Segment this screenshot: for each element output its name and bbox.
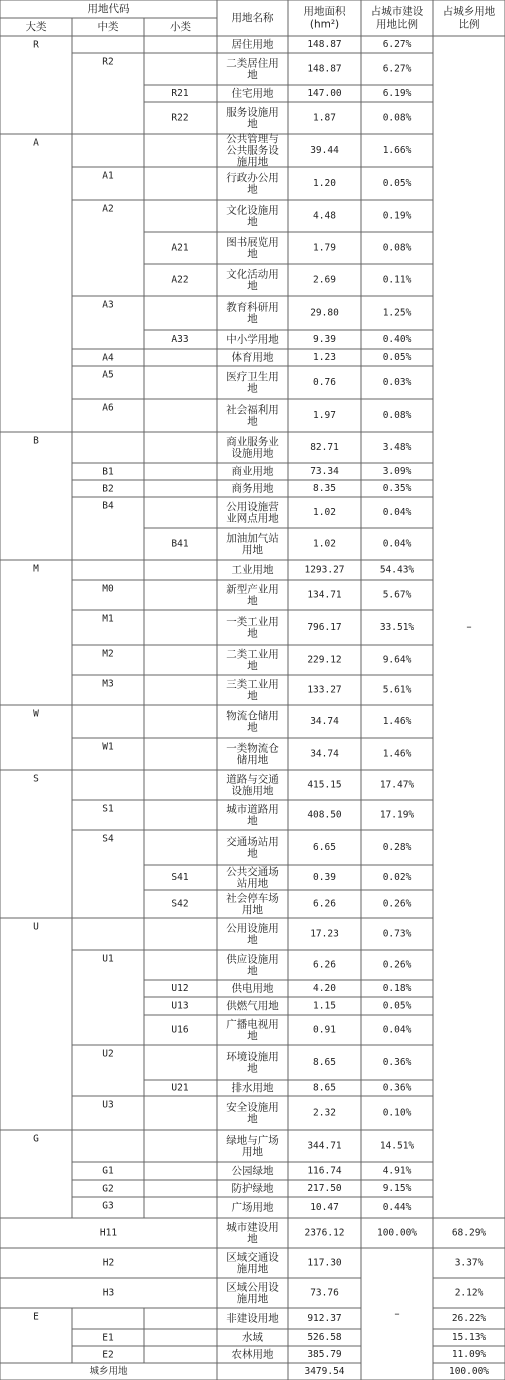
medium-code-cell: M0 xyxy=(102,583,114,595)
area-cell: 6.65 xyxy=(313,842,336,853)
land-name-cell: 地 xyxy=(247,659,258,672)
land-name-cell: 地 xyxy=(247,1029,258,1042)
urban-rural-ratio-cell: 26.22% xyxy=(451,1313,487,1324)
header-area: (hm²) xyxy=(309,18,340,31)
land-name-cell: 地 xyxy=(247,594,258,607)
area-cell: 73.76 xyxy=(310,1287,339,1299)
city-ratio-cell: 0.18% xyxy=(382,983,412,994)
city-ratio-cell: 14.51% xyxy=(379,1140,415,1152)
land-name-cell: 公园绿地 xyxy=(231,1165,274,1177)
area-cell: 8.65 xyxy=(313,1082,336,1094)
major-code-cell: R xyxy=(33,39,39,51)
city-ratio-cell: 3.48% xyxy=(382,442,412,453)
land-name-cell: 三类工业用 xyxy=(226,678,279,691)
medium-code-cell: M3 xyxy=(102,678,114,690)
land-name-cell: 新型产业用 xyxy=(226,583,279,596)
land-name-cell: 广场用地 xyxy=(231,1201,274,1214)
land-name-cell: 绿地与广场 xyxy=(226,1134,279,1147)
area-cell: 0.39 xyxy=(313,872,336,883)
land-name-cell: 地 xyxy=(247,183,258,196)
city-ratio-cell: 0.04% xyxy=(382,1024,412,1036)
area-cell: 4.20 xyxy=(313,983,336,994)
land-name-cell: 施用地 xyxy=(236,1292,269,1305)
major-code-cell: A xyxy=(33,137,39,149)
land-name-cell: 站用地 xyxy=(236,877,269,890)
land-name-cell: 地 xyxy=(247,312,258,325)
merged-code-cell: H11 xyxy=(99,1227,118,1239)
minor-code-cell: A33 xyxy=(171,334,189,345)
land-name-cell: 供燃气用地 xyxy=(226,1000,279,1012)
city-ratio-cell: 5.67% xyxy=(382,589,412,601)
city-ratio-cell: 0.26% xyxy=(382,959,412,971)
medium-code-cell: B2 xyxy=(102,483,114,495)
medium-code-cell: A3 xyxy=(102,299,114,311)
major-code-cell: M xyxy=(33,563,39,575)
land-name-cell: 住宅用地 xyxy=(231,87,274,100)
major-code-cell: U xyxy=(33,921,39,933)
area-cell: 526.58 xyxy=(307,1332,342,1343)
medium-code-cell: U1 xyxy=(102,953,114,965)
land-name-cell: 加油加气站 xyxy=(226,532,279,545)
land-name-cell: 教育科研用 xyxy=(226,301,279,314)
land-name-cell: 地 xyxy=(247,279,258,292)
city-ratio-cell: 0.08% xyxy=(382,242,412,254)
city-ratio-cell: 0.05% xyxy=(382,352,412,363)
city-ratio-cell: 9.15% xyxy=(382,1183,412,1194)
header-urban-rural-ratio: 占城乡用地 xyxy=(442,5,496,18)
major-code-cell: B xyxy=(33,435,39,447)
urban-rural-ratio-cell: 2.12% xyxy=(454,1287,484,1299)
area-cell: 39.44 xyxy=(310,145,339,156)
minor-code-cell: S42 xyxy=(171,898,189,910)
minor-code-cell: R22 xyxy=(171,112,189,124)
city-ratio-cell: 0.28% xyxy=(382,842,412,853)
area-cell: 415.15 xyxy=(307,779,342,791)
area-cell: 0.91 xyxy=(313,1024,336,1036)
minor-code-cell: U16 xyxy=(171,1024,189,1036)
city-ratio-dash-cell: – xyxy=(394,1308,400,1320)
land-name-cell: 地 xyxy=(247,847,258,860)
city-ratio-cell: 17.19% xyxy=(379,809,415,821)
area-cell: 116.74 xyxy=(307,1165,342,1177)
table-body xyxy=(33,38,489,1378)
land-name-cell: 地 xyxy=(247,721,258,734)
area-cell: 148.87 xyxy=(307,63,342,75)
land-name-cell: 地 xyxy=(247,933,258,946)
area-cell: 34.74 xyxy=(310,716,339,727)
header-city-ratio: 用地比例 xyxy=(376,18,418,31)
area-cell: 1.02 xyxy=(313,507,336,518)
city-ratio-cell: 3.09% xyxy=(382,466,412,477)
land-name-cell: 城市建设用 xyxy=(226,1221,279,1234)
area-cell: 9.39 xyxy=(313,334,336,345)
urban-rural-ratio-cell: 11.09% xyxy=(451,1349,487,1360)
area-cell: 1.87 xyxy=(313,112,336,124)
area-cell: 1293.27 xyxy=(304,564,345,576)
land-name-cell: 地 xyxy=(247,1062,258,1075)
land-name-cell: 广播电视用 xyxy=(226,1018,279,1031)
land-name-cell: 道路与交通 xyxy=(226,773,279,786)
land-name-cell: 公共服务设 xyxy=(226,144,279,157)
medium-code-cell: A1 xyxy=(102,170,114,182)
area-cell: 1.15 xyxy=(313,1000,336,1012)
land-name-cell: 施用地 xyxy=(236,156,269,168)
major-code-cell: W xyxy=(33,708,39,720)
medium-code-cell: G1 xyxy=(102,1165,114,1177)
land-name-cell: 居住用地 xyxy=(231,38,274,51)
land-name-cell: 排水用地 xyxy=(231,1082,274,1094)
area-cell: 912.37 xyxy=(307,1313,342,1324)
city-ratio-cell: 0.11% xyxy=(382,274,412,286)
land-name-cell: 区域公用设 xyxy=(226,1281,279,1294)
area-cell: 2376.12 xyxy=(304,1227,345,1239)
city-ratio-cell: 17.47% xyxy=(379,779,415,791)
city-ratio-cell: 100.00% xyxy=(376,1227,418,1239)
land-name-cell: 交通场站用 xyxy=(226,835,279,848)
land-name-cell: 地 xyxy=(247,117,258,130)
land-name-cell: 非建设用地 xyxy=(226,1312,279,1325)
minor-code-cell: U13 xyxy=(171,1000,189,1012)
city-ratio-cell: 0.36% xyxy=(382,1082,412,1094)
land-name-cell: 公共交通场 xyxy=(226,865,279,878)
land-name-cell: 施用地 xyxy=(236,1262,269,1275)
city-ratio-cell: 1.46% xyxy=(382,716,412,727)
medium-code-cell: A2 xyxy=(102,203,114,215)
city-ratio-cell: 0.10% xyxy=(382,1107,412,1119)
land-name-cell: 物流仓储用 xyxy=(226,709,279,722)
city-ratio-cell: 0.08% xyxy=(382,112,412,124)
city-ratio-cell: 0.36% xyxy=(382,1057,412,1068)
city-ratio-cell: 0.44% xyxy=(382,1202,412,1213)
medium-code-cell: S1 xyxy=(102,803,114,815)
city-ratio-cell: 0.05% xyxy=(382,1000,412,1012)
land-name-cell: 安全设施用 xyxy=(226,1101,279,1114)
land-name-cell: 公用设施营 xyxy=(226,500,279,513)
medium-code-cell: U3 xyxy=(102,1099,114,1111)
land-name-cell: 中小学用地 xyxy=(226,333,279,346)
city-ratio-cell: 1.66% xyxy=(382,145,412,156)
city-ratio-cell: 0.26% xyxy=(382,898,412,910)
area-cell: 29.80 xyxy=(310,307,339,319)
medium-code-cell: G2 xyxy=(102,1183,114,1195)
city-ratio-cell: 6.27% xyxy=(382,39,412,50)
medium-code-cell: B1 xyxy=(102,466,114,478)
land-name-cell: 一类工业用 xyxy=(226,615,279,628)
area-cell: 408.50 xyxy=(307,809,342,821)
land-name-cell: 图书展览用 xyxy=(226,236,279,249)
land-name-cell: 商业服务业 xyxy=(226,435,279,448)
land-name-cell: 城市道路用 xyxy=(226,803,279,816)
area-cell: 17.23 xyxy=(310,928,339,940)
area-cell: 148.87 xyxy=(307,39,342,50)
land-name-cell: 体育用地 xyxy=(231,351,274,364)
merged-code-cell: H3 xyxy=(102,1287,115,1299)
medium-code-cell: M2 xyxy=(102,648,114,660)
city-ratio-cell: 33.51% xyxy=(379,622,415,633)
city-ratio-cell: 6.19% xyxy=(382,88,412,99)
land-name-cell: 地 xyxy=(247,1112,258,1125)
land-name-cell: 供应设施用 xyxy=(226,953,279,966)
urban-rural-ratio-cell: 68.29% xyxy=(451,1227,487,1239)
land-name-cell: 设施用地 xyxy=(231,784,274,797)
land-name-cell: 地 xyxy=(247,68,258,81)
land-name-cell: 防护绿地 xyxy=(231,1182,274,1195)
area-cell: 229.12 xyxy=(307,654,342,666)
city-ratio-cell: 6.27% xyxy=(382,63,412,75)
merged-code-cell: 城乡用地 xyxy=(89,1366,128,1377)
medium-code-cell: R2 xyxy=(102,56,114,68)
minor-code-cell: A21 xyxy=(171,242,189,254)
land-name-cell: 文化活动用 xyxy=(226,268,279,281)
area-cell: 0.76 xyxy=(313,377,336,388)
area-cell: 10.47 xyxy=(310,1202,339,1213)
land-name-cell: 农林用地 xyxy=(231,1348,274,1361)
area-cell: 796.17 xyxy=(307,622,342,633)
medium-code-cell: S4 xyxy=(102,833,114,845)
area-cell: 134.71 xyxy=(307,589,342,601)
medium-code-cell: W1 xyxy=(102,741,114,753)
major-code-cell: S xyxy=(33,773,39,785)
city-ratio-cell: 0.08% xyxy=(382,410,412,421)
minor-code-cell: B41 xyxy=(171,538,189,550)
land-name-cell: 行政办公用 xyxy=(226,171,279,184)
header-urban-rural-ratio: 比例 xyxy=(458,18,480,31)
city-ratio-cell: 0.04% xyxy=(382,538,412,550)
medium-code-cell: M1 xyxy=(102,613,114,625)
area-cell: 117.30 xyxy=(307,1257,342,1269)
land-name-cell: 设施用地 xyxy=(231,447,274,460)
land-name-cell: 医疗卫生用 xyxy=(226,370,279,383)
urban-rural-ratio-cell: 15.13% xyxy=(451,1332,487,1343)
minor-code-cell: U21 xyxy=(171,1082,189,1094)
header-major: 大类 xyxy=(25,21,47,33)
city-ratio-cell: 1.25% xyxy=(382,307,412,319)
land-name-cell: 地 xyxy=(247,814,258,827)
urban-rural-ratio-cell: 3.37% xyxy=(454,1257,484,1269)
city-ratio-cell: 0.05% xyxy=(382,178,412,189)
city-ratio-cell: 4.91% xyxy=(382,1165,412,1177)
medium-code-cell: E1 xyxy=(102,1332,114,1344)
area-cell: 4.48 xyxy=(313,210,336,222)
header-area: 用地面积 xyxy=(303,5,346,18)
medium-code-cell: A6 xyxy=(102,402,114,414)
land-name-cell: 地 xyxy=(247,689,258,702)
major-code-cell: E xyxy=(33,1311,39,1323)
city-ratio-cell: 0.40% xyxy=(382,334,412,345)
city-ratio-cell: 1.46% xyxy=(382,748,412,760)
area-cell: 147.00 xyxy=(307,88,342,99)
land-name-cell: 水域 xyxy=(242,1331,263,1344)
land-name-cell: 区域交通设 xyxy=(226,1251,279,1264)
merged-code-cell: H2 xyxy=(102,1257,115,1269)
land-name-cell: 地 xyxy=(247,415,258,428)
area-cell: 2.32 xyxy=(313,1107,336,1119)
medium-code-cell: E2 xyxy=(102,1349,114,1361)
area-cell: 133.27 xyxy=(307,684,342,696)
major-code-cell: G xyxy=(33,1133,39,1145)
land-name-cell: 服务设施用 xyxy=(226,106,279,119)
medium-code-cell: A4 xyxy=(102,352,114,364)
city-ratio-cell: 0.02% xyxy=(382,872,412,883)
minor-code-cell: S41 xyxy=(171,872,189,883)
area-cell: 8.35 xyxy=(313,483,336,494)
minor-code-cell: U12 xyxy=(171,983,189,994)
city-ratio-cell: 0.03% xyxy=(382,377,412,388)
city-ratio-cell: 54.43% xyxy=(379,564,415,576)
land-name-cell: 公用设施用 xyxy=(226,922,279,935)
land-name-cell: 地 xyxy=(247,964,258,977)
urban-rural-dash-cell: – xyxy=(466,621,472,633)
land-name-cell: 地 xyxy=(247,382,258,395)
header-code-group: 用地代码 xyxy=(87,3,130,15)
city-ratio-cell: 9.64% xyxy=(382,654,412,666)
land-name-cell: 二类居住用 xyxy=(226,57,279,70)
medium-code-cell: A5 xyxy=(102,369,114,381)
area-cell: 8.65 xyxy=(313,1057,336,1068)
land-name-cell: 环境设施用 xyxy=(226,1050,279,1063)
land-name-cell: 用地 xyxy=(242,543,263,556)
medium-code-cell: U2 xyxy=(102,1048,114,1060)
area-cell: 3479.54 xyxy=(304,1366,345,1377)
land-name-cell: 二类工业用 xyxy=(226,648,279,661)
land-name-cell: 社会福利用 xyxy=(226,403,279,416)
area-cell: 6.26 xyxy=(313,898,336,910)
minor-code-cell: A22 xyxy=(171,274,189,286)
header-minor: 小类 xyxy=(170,21,191,33)
land-name-cell: 地 xyxy=(247,1232,258,1245)
land-name-cell: 商业用地 xyxy=(231,465,274,478)
land-name-cell: 一类物流仓 xyxy=(226,742,279,755)
area-cell: 217.50 xyxy=(307,1183,342,1194)
area-cell: 385.79 xyxy=(307,1349,342,1360)
land-name-cell: 用地 xyxy=(242,1145,263,1158)
land-name-cell: 供电用地 xyxy=(231,982,274,995)
land-name-cell: 公共管理与 xyxy=(226,133,279,145)
area-cell: 82.71 xyxy=(310,442,339,453)
area-cell: 6.26 xyxy=(313,959,336,971)
land-name-cell: 文化设施用 xyxy=(226,204,279,217)
medium-code-cell: G3 xyxy=(102,1200,114,1212)
land-name-cell: 地 xyxy=(247,215,258,228)
area-cell: 34.74 xyxy=(310,748,339,760)
header-city-ratio: 占城市建设 xyxy=(370,5,424,18)
area-cell: 1.20 xyxy=(313,178,336,189)
area-cell: 1.02 xyxy=(313,538,336,550)
land-name-cell: 业网点用地 xyxy=(226,512,279,525)
land-name-cell: 社会停车场 xyxy=(226,892,279,905)
land-name-cell: 储用地 xyxy=(236,753,269,766)
header-medium: 中类 xyxy=(97,21,119,33)
land-name-cell: 地 xyxy=(247,627,258,640)
city-ratio-cell: 0.19% xyxy=(382,210,412,222)
area-cell: 1.79 xyxy=(313,242,336,254)
land-name-cell: 工业用地 xyxy=(231,564,274,576)
city-ratio-cell: 0.04% xyxy=(382,507,412,518)
land-name-cell: 地 xyxy=(247,247,258,260)
area-cell: 344.71 xyxy=(307,1140,342,1152)
area-cell: 2.69 xyxy=(313,274,336,286)
land-name-cell: 用地 xyxy=(242,903,263,916)
area-cell: 1.23 xyxy=(313,352,336,363)
minor-code-cell: R21 xyxy=(171,88,189,99)
medium-code-cell: B4 xyxy=(102,500,114,512)
city-ratio-cell: 5.61% xyxy=(382,684,412,696)
area-cell: 1.97 xyxy=(313,410,336,421)
urban-rural-ratio-cell: 100.00% xyxy=(448,1366,490,1377)
land-name-cell: 商务用地 xyxy=(231,482,274,495)
area-cell: 73.34 xyxy=(310,466,339,477)
header-land-name: 用地名称 xyxy=(231,12,274,24)
city-ratio-cell: 0.35% xyxy=(382,483,412,494)
city-ratio-cell: 0.73% xyxy=(382,928,412,940)
